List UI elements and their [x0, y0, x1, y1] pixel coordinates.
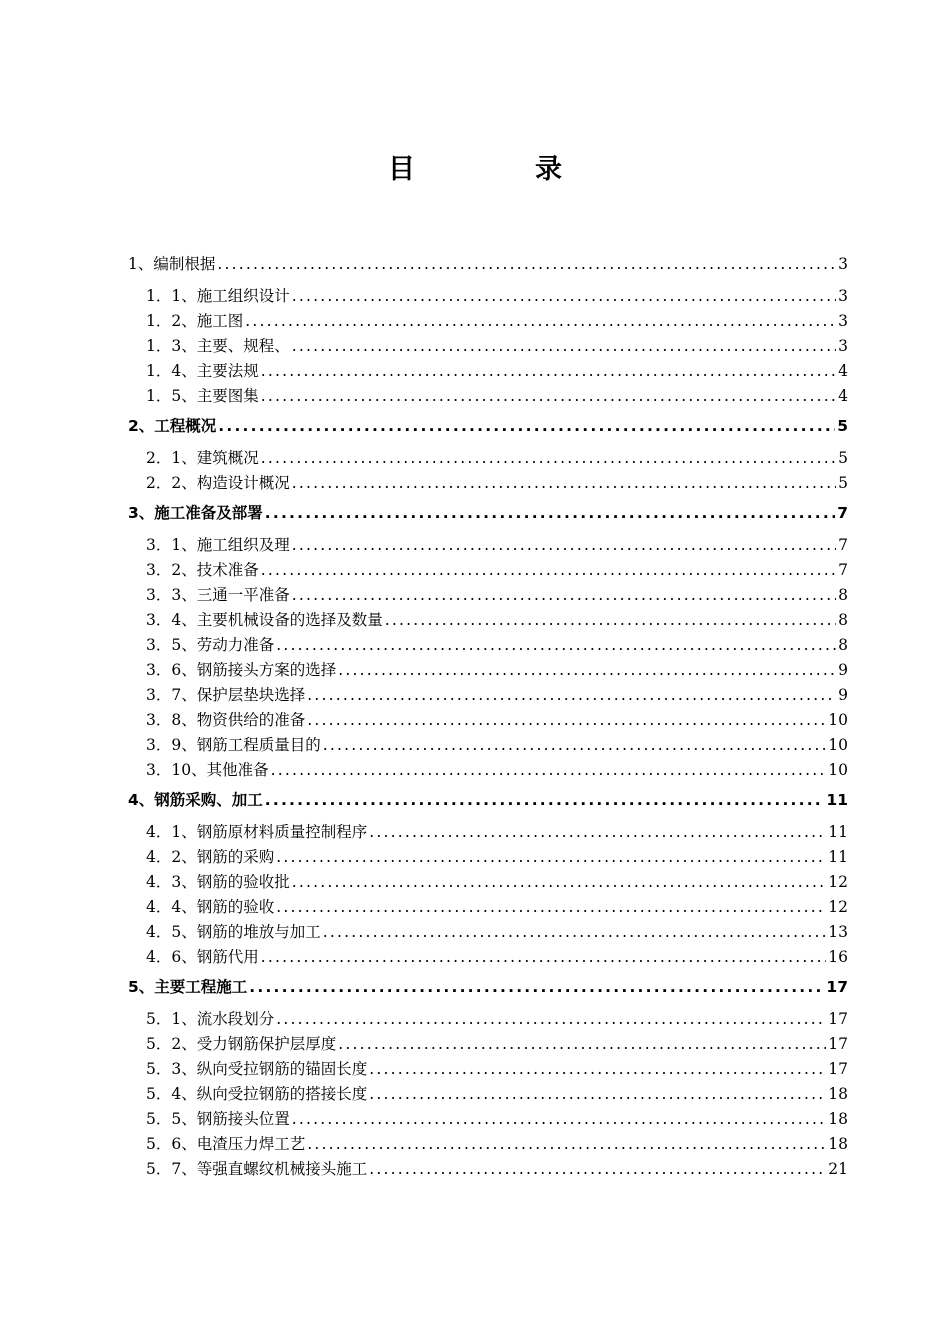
toc-entry-label: 3、施工准备及部署 [128, 504, 263, 522]
toc-dot-leader [307, 683, 836, 708]
toc-entry-label: 4．4、钢筋的验收 [146, 898, 275, 916]
toc-dot-leader [261, 446, 836, 471]
toc-entry-label: 4．3、钢筋的验收批 [146, 873, 290, 891]
page-title [0, 150, 950, 190]
toc-section-entry[interactable] [0, 633, 848, 658]
toc-section-entry[interactable] [0, 558, 848, 583]
toc-entry-label: 2．2、构造设计概况 [146, 474, 290, 492]
toc-entry-label: 3．3、三通一平准备 [146, 586, 290, 604]
toc-page-number: 18 [828, 1135, 848, 1153]
toc-entry-label: 3．4、主要机械设备的选择及数量 [146, 611, 383, 629]
toc-entry-label: 5．7、等强直螺纹机械接头施工 [146, 1160, 368, 1178]
toc-page-number: 5 [838, 474, 848, 492]
toc-dot-leader [261, 558, 836, 583]
toc-section-entry[interactable] [0, 309, 848, 334]
toc-entry-label: 1．1、施工组织设计 [146, 287, 290, 305]
toc-section-entry[interactable] [0, 1082, 848, 1107]
toc-entry-label: 3．7、保护层垫块选择 [146, 686, 306, 704]
toc-section-entry[interactable] [0, 1057, 848, 1082]
toc-entry-label: 3．1、施工组织及理 [146, 536, 290, 554]
toc-dot-leader [323, 920, 827, 945]
toc-page-number: 17 [826, 978, 848, 996]
toc-dot-leader [261, 359, 836, 384]
toc-page-number: 10 [828, 736, 848, 754]
toc-page-number: 7 [837, 504, 848, 522]
toc-dot-leader [385, 608, 836, 633]
toc-page-number: 11 [826, 791, 848, 809]
toc-dot-leader [292, 1107, 827, 1132]
toc-section-entry[interactable] [0, 845, 848, 870]
toc-dot-leader [245, 309, 836, 334]
toc-entry-label: 3．9、钢筋工程质量目的 [146, 736, 321, 754]
toc-page-number: 17 [828, 1010, 848, 1028]
toc-page-number: 16 [828, 948, 848, 966]
toc-entry-label: 1、编制根据 [128, 255, 216, 273]
toc-section-entry[interactable] [0, 384, 848, 409]
toc-entry-label: 3．5、劳动力准备 [146, 636, 275, 654]
toc-entry-label: 3．2、技术准备 [146, 561, 259, 579]
toc-entry-label: 5．6、电渣压力焊工艺 [146, 1135, 306, 1153]
toc-dot-leader [271, 758, 827, 783]
toc-entry-label: 1．5、主要图集 [146, 387, 259, 405]
toc-entry-label: 5．3、纵向受拉钢筋的锚固长度 [146, 1060, 368, 1078]
toc-page-number: 5 [838, 449, 848, 467]
toc-page-number: 4 [838, 387, 848, 405]
toc-dot-leader [261, 384, 836, 409]
toc-entry-label: 4．1、钢筋原材料质量控制程序 [146, 823, 368, 841]
toc-dot-leader [292, 471, 836, 496]
toc-section-entry[interactable] [0, 945, 848, 970]
toc-entry-label: 3．10、其他准备 [146, 761, 269, 779]
toc-page-number: 7 [838, 536, 848, 554]
toc-dot-leader [292, 533, 836, 558]
toc-page-number: 9 [838, 686, 848, 704]
table-of-contents [0, 252, 950, 1182]
toc-entry-label: 5．1、流水段划分 [146, 1010, 275, 1028]
toc-entry-label: 1．4、主要法规 [146, 362, 259, 380]
toc-section-entry[interactable] [0, 1007, 848, 1032]
toc-entry-label: 5．2、受力钢筋保护层厚度 [146, 1035, 337, 1053]
toc-section-entry[interactable] [0, 733, 848, 758]
toc-dot-leader [307, 1132, 826, 1157]
toc-dot-leader [323, 733, 827, 758]
toc-entry-label: 1．2、施工图 [146, 312, 244, 330]
toc-page-number: 18 [828, 1085, 848, 1103]
toc-page-number: 12 [828, 873, 848, 891]
toc-dot-leader [292, 583, 836, 608]
toc-page-number: 8 [838, 586, 848, 604]
toc-dot-leader [218, 414, 835, 439]
title-spacer [415, 150, 535, 190]
toc-section-entry[interactable] [0, 471, 848, 496]
toc-section-entry[interactable] [0, 608, 848, 633]
toc-dot-leader [276, 633, 836, 658]
toc-section-entry[interactable] [0, 683, 848, 708]
toc-page-number: 9 [838, 661, 848, 679]
toc-dot-leader [338, 658, 836, 683]
toc-dot-leader [338, 1032, 826, 1057]
title-char-2: 录 [535, 154, 562, 185]
toc-page-number: 8 [838, 636, 848, 654]
toc-chapter-entry[interactable] [0, 788, 848, 813]
toc-page-number: 7 [838, 561, 848, 579]
toc-page-number: 11 [828, 848, 848, 866]
toc-page-number: 17 [828, 1035, 848, 1053]
toc-dot-leader [292, 284, 836, 309]
toc-page-number: 3 [838, 337, 848, 355]
toc-page-number: 3 [838, 312, 848, 330]
toc-dot-leader [249, 975, 824, 1000]
toc-section-entry[interactable] [0, 533, 848, 558]
toc-entry-label: 4．6、钢筋代用 [146, 948, 259, 966]
toc-section-entry[interactable] [0, 446, 848, 471]
toc-entry-label: 4．2、钢筋的采购 [146, 848, 275, 866]
toc-section-entry[interactable] [0, 920, 848, 945]
toc-page-number: 4 [838, 362, 848, 380]
toc-chapter-entry[interactable] [0, 414, 848, 439]
toc-dot-leader [217, 252, 836, 277]
toc-dot-leader [265, 501, 835, 526]
toc-entry-label: 4．5、钢筋的堆放与加工 [146, 923, 321, 941]
toc-entry-label: 1．3、主要、规程、 [146, 337, 290, 355]
toc-dot-leader [292, 870, 827, 895]
toc-dot-leader [276, 1007, 826, 1032]
toc-page-number: 21 [828, 1160, 848, 1178]
toc-section-entry[interactable] [0, 870, 848, 895]
toc-section-entry[interactable] [0, 820, 848, 845]
toc-section-entry[interactable] [0, 1107, 848, 1132]
toc-entry-label: 5．4、纵向受拉钢筋的搭接长度 [146, 1085, 368, 1103]
toc-section-entry[interactable] [0, 334, 848, 359]
toc-page-number: 3 [838, 255, 848, 273]
toc-page-number: 5 [837, 417, 848, 435]
toc-entry-label: 5、主要工程施工 [128, 978, 248, 996]
toc-dot-leader [307, 708, 826, 733]
toc-chapter-entry[interactable] [0, 501, 848, 526]
toc-entry-label: 4、钢筋采购、加工 [128, 791, 263, 809]
toc-page-number: 13 [828, 923, 848, 941]
toc-section-entry[interactable] [0, 1157, 848, 1182]
toc-chapter-entry[interactable] [0, 975, 848, 1000]
toc-page-number: 18 [828, 1110, 848, 1128]
toc-page-number: 17 [828, 1060, 848, 1078]
toc-chapter-entry[interactable] [0, 252, 848, 277]
toc-section-entry[interactable] [0, 1132, 848, 1157]
toc-section-entry[interactable] [0, 284, 848, 309]
toc-dot-leader [369, 1157, 826, 1182]
toc-page-number: 10 [828, 711, 848, 729]
toc-section-entry[interactable] [0, 708, 848, 733]
toc-dot-leader [292, 334, 836, 359]
toc-entry-label: 2、工程概况 [128, 417, 217, 435]
toc-page-number: 12 [828, 898, 848, 916]
toc-section-entry[interactable] [0, 583, 848, 608]
toc-dot-leader [276, 895, 826, 920]
toc-section-entry[interactable] [0, 359, 848, 384]
toc-entry-label: 5．5、钢筋接头位置 [146, 1110, 290, 1128]
toc-dot-leader [369, 1057, 826, 1082]
toc-dot-leader [369, 1082, 826, 1107]
toc-page-number: 8 [838, 611, 848, 629]
toc-dot-leader [265, 788, 825, 813]
toc-section-entry[interactable] [0, 895, 848, 920]
toc-section-entry[interactable] [0, 658, 848, 683]
toc-dot-leader [276, 845, 826, 870]
toc-entry-label: 3．6、钢筋接头方案的选择 [146, 661, 337, 679]
toc-dot-leader [261, 945, 827, 970]
toc-page-number: 10 [828, 761, 848, 779]
toc-entry-label: 2．1、建筑概况 [146, 449, 259, 467]
title-char-1: 目 [388, 154, 415, 185]
toc-page-number: 11 [828, 823, 848, 841]
toc-section-entry[interactable] [0, 1032, 848, 1057]
toc-dot-leader [369, 820, 826, 845]
toc-page-number: 3 [838, 287, 848, 305]
toc-entry-label: 3．8、物资供给的准备 [146, 711, 306, 729]
toc-section-entry[interactable] [0, 758, 848, 783]
